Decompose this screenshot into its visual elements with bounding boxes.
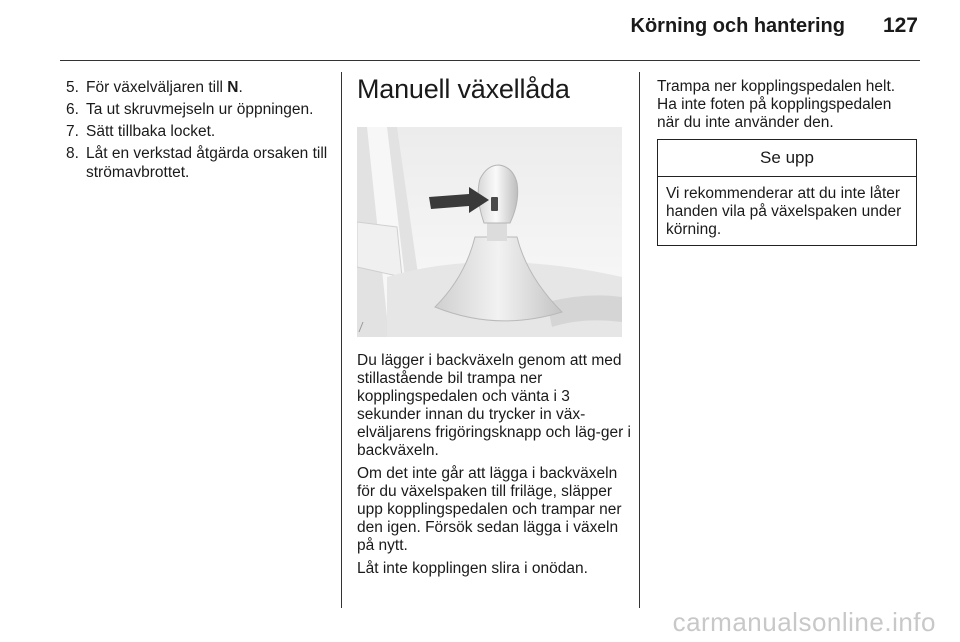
list-number: 6. bbox=[66, 101, 79, 118]
header-divider bbox=[60, 60, 920, 61]
section-body bbox=[357, 352, 633, 583]
section-heading: Körning och hantering bbox=[630, 15, 845, 37]
paragraph: Du lägger i backväxeln genom att med stillastående bil trampa ner kopplingspedalen och vänta i 3 sekunder innan du trycker in väx-elväljarens frigöringsknapp och läg-ger i backväxeln. bbox=[357, 352, 631, 459]
list-text: För växelväljaren till N. bbox=[86, 79, 243, 96]
page-header bbox=[631, 14, 918, 38]
section-title: Manuell växellåda bbox=[357, 74, 570, 104]
paragraph: Låt inte kopplingen slira i onödan. bbox=[357, 560, 588, 577]
list-number: 7. bbox=[66, 123, 79, 140]
list-number: 8. bbox=[66, 145, 79, 162]
paragraph: Om det inte går att lägga i backväxeln för du växelspaken till friläge, släpper upp kopplingspedalen och trampar ner den igen. Försök sedan lägga i växeln på nytt. bbox=[357, 465, 622, 554]
list-item bbox=[66, 100, 334, 119]
caution-title: Se upp bbox=[658, 140, 916, 177]
watermark-text: carmanualsonline.info bbox=[672, 607, 936, 637]
gear-position-label: N bbox=[227, 79, 239, 96]
list-item bbox=[66, 144, 334, 182]
list-text: Låt en verkstad åtgärda orsaken till strömavbrottet. bbox=[86, 145, 328, 181]
caution-body: Vi rekommenderar att du inte låter handen vila på växelspaken under körning. bbox=[666, 185, 902, 238]
steps-list bbox=[66, 78, 334, 185]
gear-lever-illustration bbox=[357, 127, 622, 337]
clutch-instructions: Trampa ner kopplingspedalen helt. Ha inte foten på kopplingspedalen när du inte använder den. bbox=[657, 78, 896, 131]
list-text: Sätt tillbaka locket. bbox=[86, 123, 216, 140]
page-number: 127 bbox=[882, 14, 918, 37]
list-text: Ta ut skruvmejseln ur öppningen. bbox=[86, 101, 314, 118]
list-item bbox=[66, 122, 334, 141]
caution-box bbox=[657, 139, 917, 246]
column-divider-2 bbox=[639, 72, 640, 608]
column-divider-1 bbox=[341, 72, 342, 608]
list-number: 5. bbox=[66, 79, 79, 96]
list-item bbox=[66, 78, 334, 97]
